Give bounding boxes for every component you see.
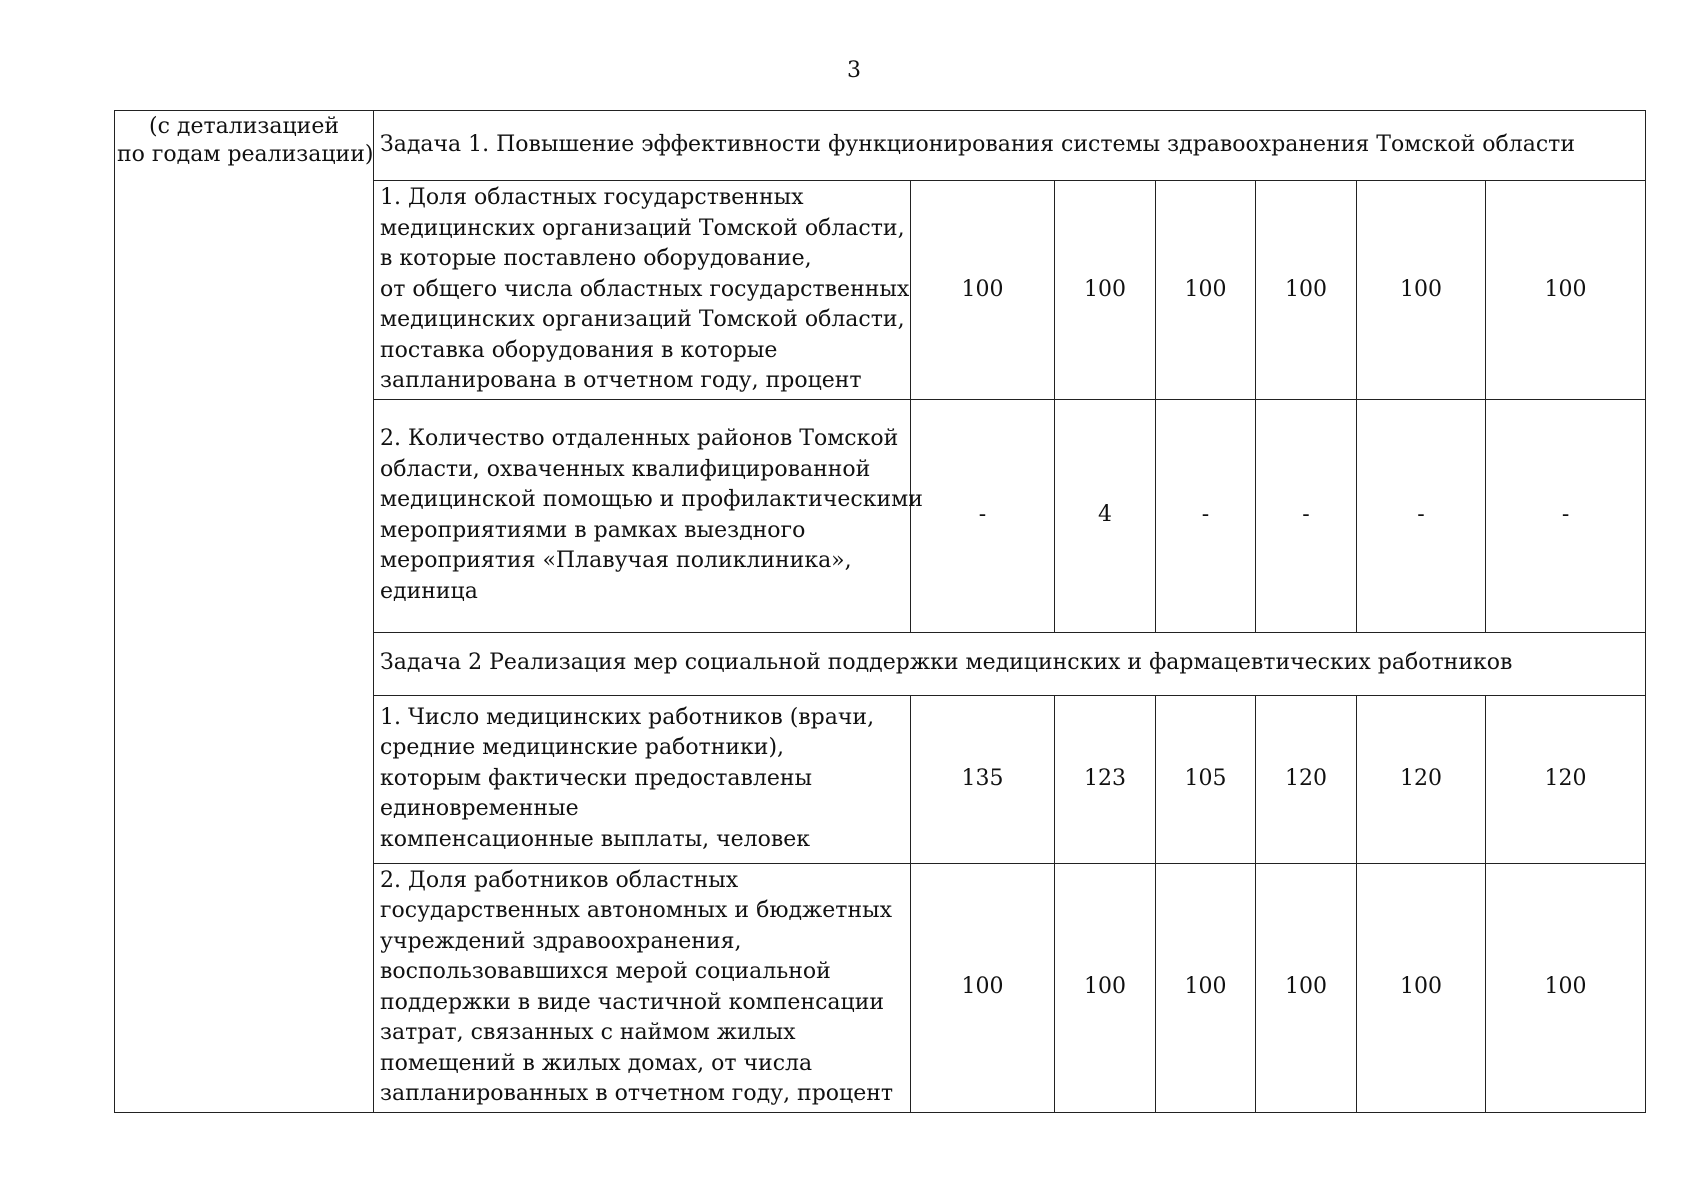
indicator-line: запланирована в отчетном году, процент [380, 368, 862, 393]
indicator-line: 2. Доля работников областных [380, 867, 739, 893]
left-column-line: по годам реализации) [117, 142, 374, 167]
indicator-line: мероприятиями в рамках выездного [380, 517, 806, 543]
indicator-value: - [911, 399, 1055, 632]
indicator-value: 120 [1486, 695, 1646, 863]
indicator-value: - [1486, 399, 1646, 632]
indicator-line: затрат, связанных с наймом жилых [380, 1020, 796, 1045]
indicator-value: 100 [1156, 863, 1256, 1112]
indicator-value: - [1156, 399, 1256, 632]
indicator-name [374, 863, 911, 1112]
detail-by-years-cell [115, 111, 374, 1113]
indicator-value: 100 [1156, 181, 1256, 400]
indicator-value: 100 [1055, 863, 1156, 1112]
page-number: 3 [847, 58, 861, 83]
indicator-value: 105 [1156, 695, 1256, 863]
indicator-name [374, 399, 923, 632]
indicator-line: в которые поставлено оборудование, [380, 246, 812, 271]
indicator-line: поставка оборудования в которые [380, 337, 778, 363]
indicator-line: единица [380, 578, 478, 604]
indicator-value: 135 [911, 695, 1055, 863]
indicator-line: поддержки в виде частичной компенсации [380, 989, 885, 1015]
indicator-value: - [1357, 399, 1486, 632]
indicator-value: 100 [1357, 863, 1486, 1112]
indicator-value: 100 [911, 181, 1055, 400]
indicator-name [374, 181, 911, 400]
indicator-line: государственных автономных и бюджетных [380, 898, 893, 923]
indicator-value: 4 [1055, 399, 1156, 632]
indicator-line: медицинских организаций Томской области, [380, 307, 905, 332]
indicator-value: 100 [1256, 181, 1357, 400]
indicator-value: 100 [1486, 863, 1646, 1112]
indicator-line: мероприятия «Плавучая поликлиника», [380, 548, 852, 573]
indicator-line: запланированных в отчетном году, процент [380, 1081, 894, 1106]
indicator-line: 2. Количество отдаленных районов Томской [380, 426, 899, 451]
indicator-line: от общего числа областных государственных [380, 276, 910, 302]
indicator-value: 100 [1055, 181, 1156, 400]
indicator-line: помещений в жилых домах, от числа [380, 1050, 813, 1076]
indicator-line: которым фактически предоставлены [380, 765, 813, 791]
indicator-line: 1. Доля областных государственных [380, 185, 804, 210]
indicator-line: компенсационные выплаты, человек [380, 826, 811, 852]
indicator-value: 100 [911, 863, 1055, 1112]
indicator-line: медицинских организаций Томской области, [380, 215, 905, 241]
indicator-line: учреждений здравоохранения, [380, 928, 742, 954]
indicator-line: воспользовавшихся мерой социальной [380, 959, 831, 984]
indicator-value: 120 [1256, 695, 1357, 863]
left-column-line: (с детализацией [149, 114, 339, 139]
indicator-value: 100 [1357, 181, 1486, 400]
indicators-table [114, 110, 1646, 1113]
indicator-line: 1. Число медицинских работников (врачи, [380, 704, 875, 730]
indicator-line: области, охваченных квалифицированной [380, 456, 871, 482]
indicator-value: 123 [1055, 695, 1156, 863]
indicator-line: медицинской помощью и профилактическими [380, 487, 923, 512]
indicator-name [374, 695, 911, 863]
indicator-value: 100 [1486, 181, 1646, 400]
indicator-line: единовременные [380, 796, 579, 822]
task-row [115, 111, 1646, 181]
indicator-value: 120 [1357, 695, 1486, 863]
indicator-line: средние медицинские работники), [380, 735, 785, 761]
task-1-title: Задача 1. Повышение эффективности функционирования системы здравоохранения Томской области [374, 111, 1646, 181]
task-2-title: Задача 2 Реализация мер социальной поддержки медицинских и фармацевтических работников [374, 632, 1646, 695]
indicator-value: 100 [1256, 863, 1357, 1112]
indicator-value: - [1256, 399, 1357, 632]
